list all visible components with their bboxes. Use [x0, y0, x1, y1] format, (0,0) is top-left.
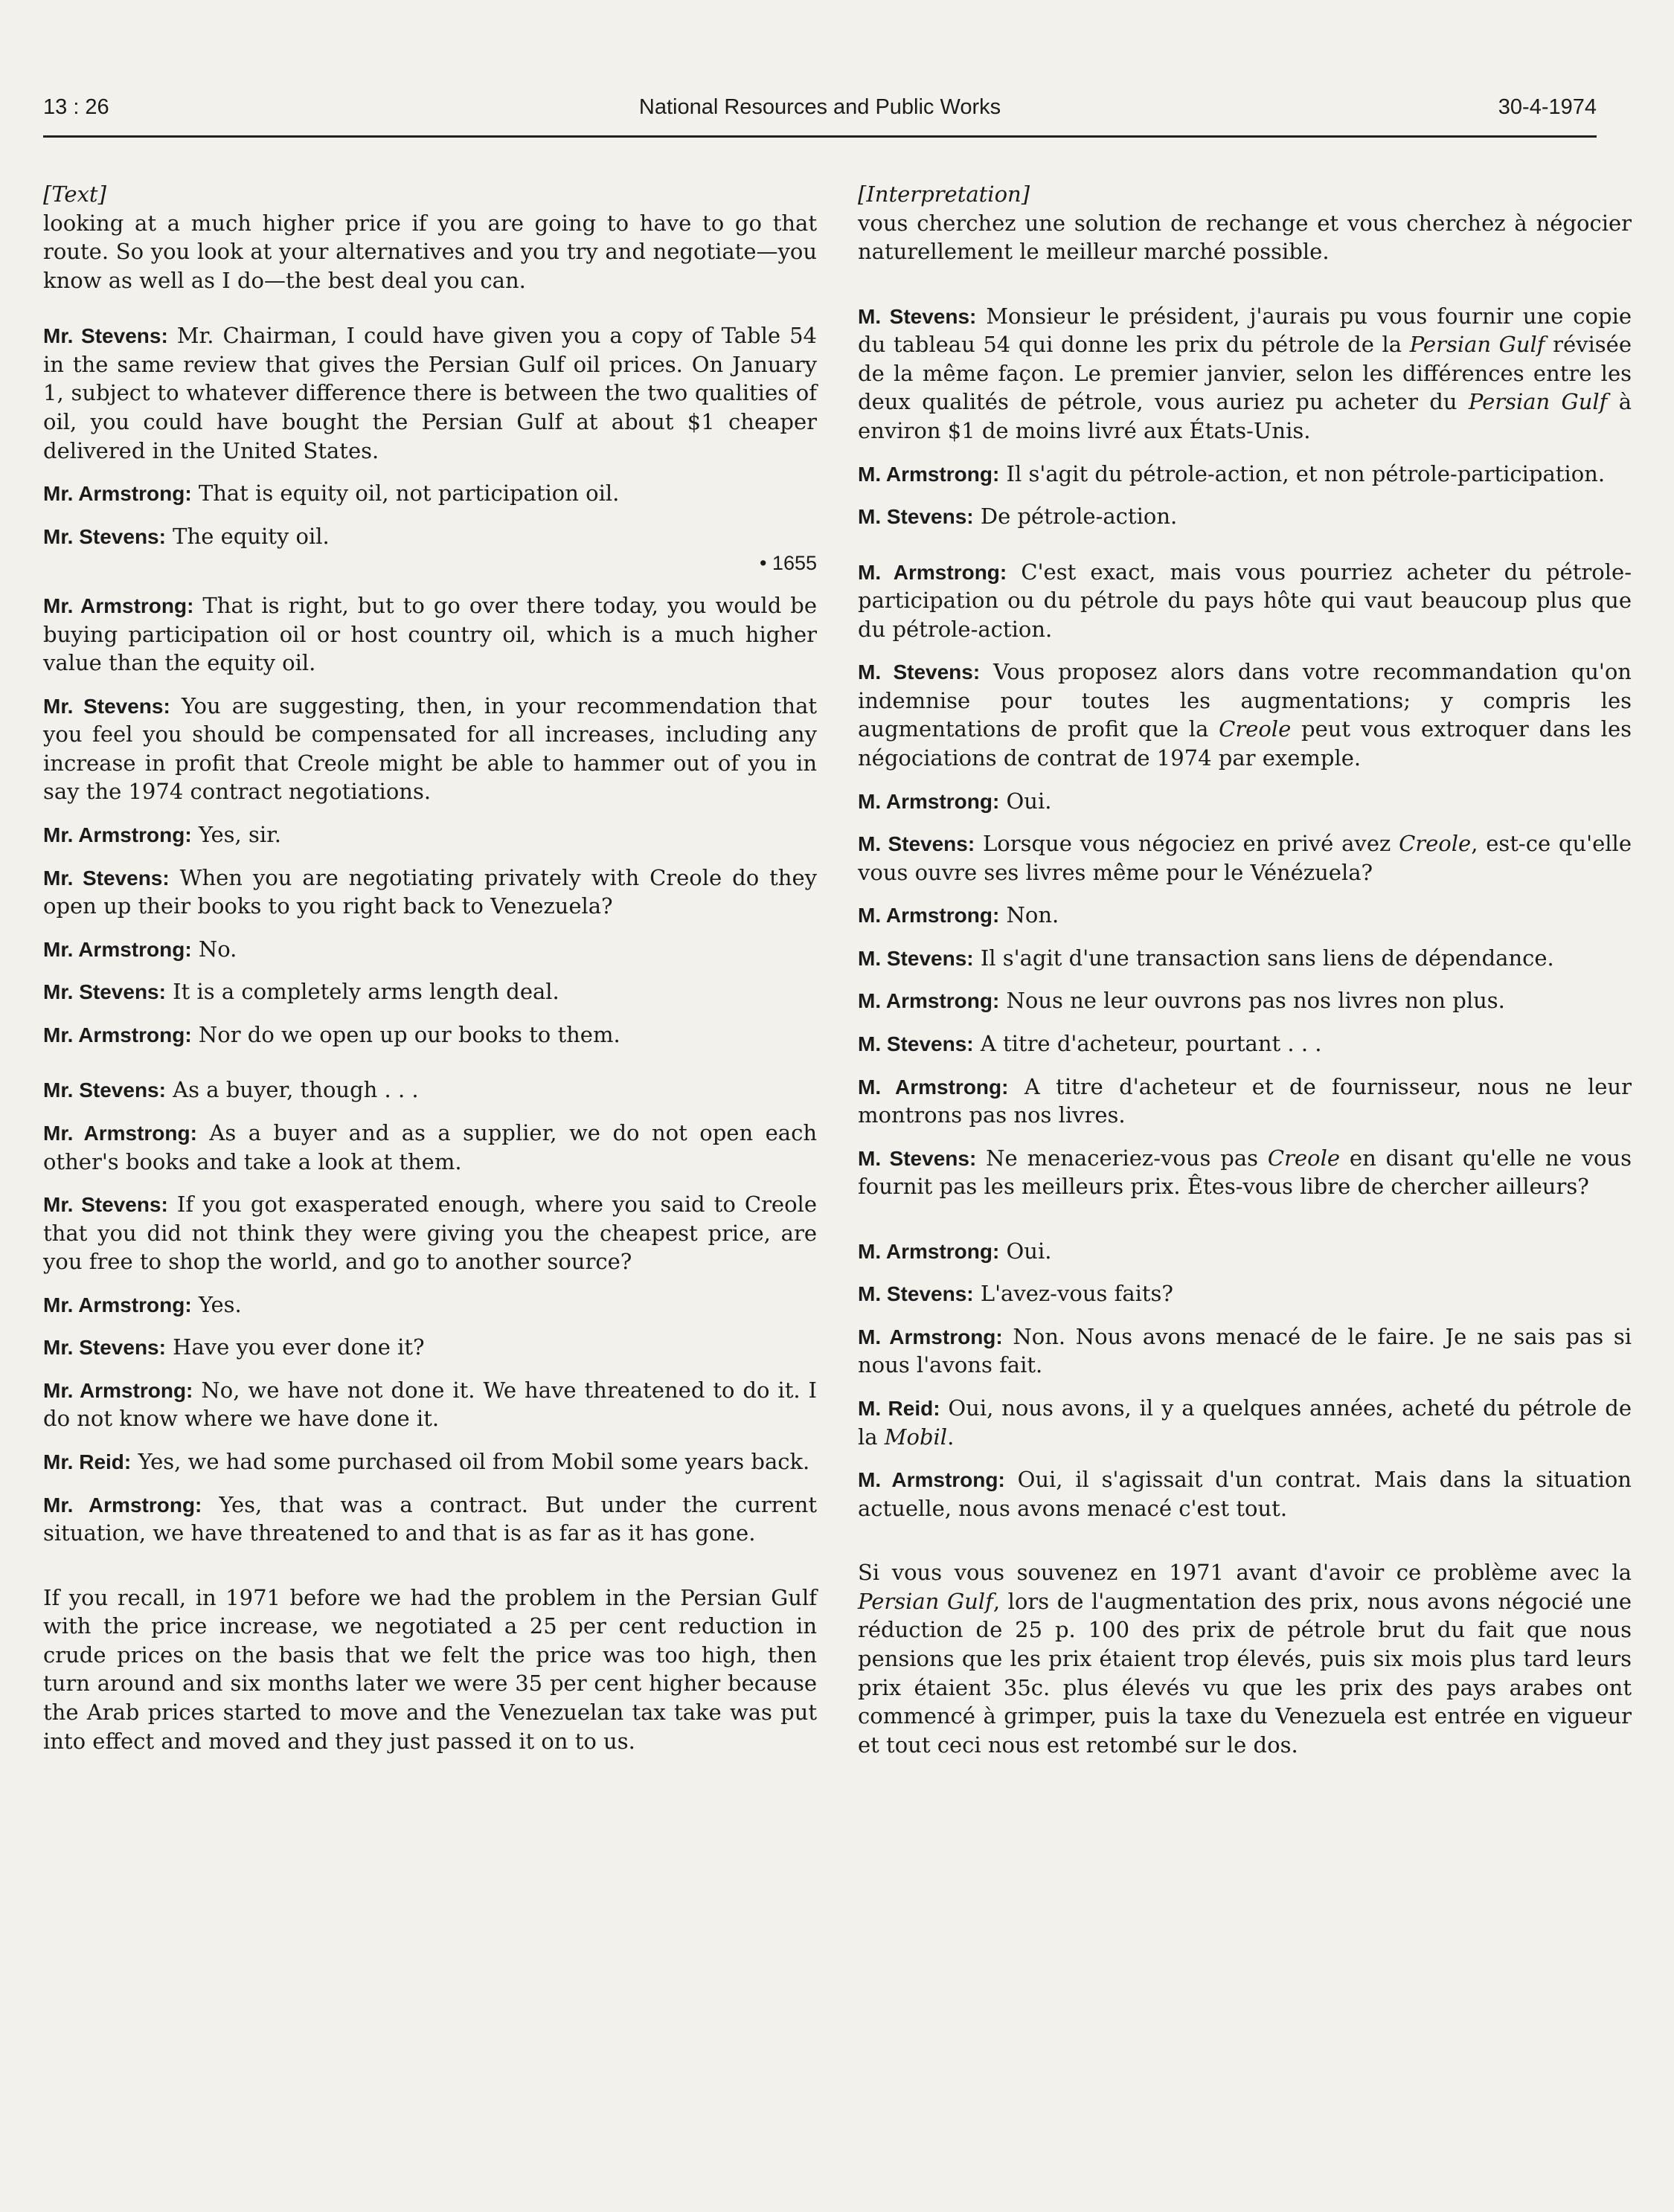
speaker: M. Stevens:	[858, 660, 981, 684]
paragraph: M. Armstrong: A titre d'acheteur et de fournisseur, nous ne leur montrons pas nos livres.	[858, 1073, 1632, 1128]
speaker: M. Stevens:	[858, 304, 977, 328]
speaker: Mr. Armstrong:	[43, 823, 192, 847]
paragraph: If you recall, in 1971 before we had the problem in the Persian Gulf with the price increase, we negotiated a 25 per cent reduction in crude prices on the basis that we felt the price was too high, then turn around and six months later we were 35 per cent higher because the Arab prices started to move and the Venezuelan tax take was put into effect and moved and they just passed it on to us.	[43, 1584, 817, 1754]
paragraph: Mr. Armstrong: Yes.	[43, 1291, 242, 1317]
paragraph: Mr. Armstrong: No, we have not done it. We have threatened to do it. I do not know where we have done it.	[43, 1377, 817, 1432]
paragraph: M. Stevens: Il s'agit d'une transaction sans liens de dépendance.	[858, 945, 1554, 971]
paragraph: M. Reid: Oui, nous avons, il y a quelques années, acheté du pétrole de la Mobil.	[858, 1395, 1632, 1450]
speaker: Mr. Stevens:	[43, 324, 168, 348]
paragraph: M. Stevens: A titre d'acheteur, pourtant . . .	[858, 1030, 1322, 1056]
speaker: M. Armstrong:	[858, 1468, 1005, 1492]
speaker: M. Armstrong:	[858, 560, 1007, 584]
speaker: M. Stevens:	[858, 1282, 974, 1306]
speaker: Mr. Stevens:	[43, 1078, 166, 1102]
paragraph: Mr. Armstrong: Nor do we open up our books to them.	[43, 1021, 620, 1047]
paragraph: M. Stevens: L'avez-vous faits?	[858, 1281, 1173, 1307]
speaker: M. Armstrong:	[858, 904, 1000, 927]
paragraph: Mr. Stevens: If you got exasperated enough, where you said to Creole that you did not think they were giving you the cheapest price, are you free to shop the world, and go to another source?	[43, 1192, 817, 1275]
paragraph: Mr. Armstrong: No.	[43, 936, 237, 962]
paragraph: Mr. Stevens: You are suggesting, then, in your recommendation that you feel you should be compensated for all increases, including any increase in profit that Creole might be able to hammer out of you in say the 1974 contract negotiations.	[43, 692, 818, 805]
paragraph: Mr. Armstrong: Yes, that was a contract. But under the current situation, we have threatened to and that is as far as it has gone.	[43, 1491, 817, 1546]
paragraph: M. Armstrong: Nous ne leur ouvrons pas nos livres non plus.	[858, 988, 1505, 1014]
speaker: M. Armstrong:	[858, 1325, 1003, 1348]
speaker: Mr. Armstrong:	[43, 594, 194, 618]
speaker: M. Stevens:	[858, 1032, 974, 1055]
paragraph: Mr. Stevens: The equity oil.	[43, 523, 330, 549]
speaker: Mr. Armstrong:	[43, 1121, 197, 1145]
page-header	[43, 91, 1597, 138]
french-column	[858, 180, 1632, 1773]
speaker: M. Reid:	[858, 1397, 940, 1420]
paragraph: Mr. Armstrong: That is equity oil, not participation oil.	[43, 480, 620, 507]
speaker: M. Stevens:	[858, 1146, 977, 1170]
paragraph: M. Armstrong: Oui, il s'agissait d'un contrat. Mais dans la situation actuelle, nous avons menacé c'est tout.	[858, 1467, 1632, 1521]
speaker: M. Armstrong:	[858, 1239, 1000, 1263]
page-date: 30-4-1974	[1498, 95, 1597, 119]
speaker: Mr. Armstrong:	[43, 1023, 192, 1046]
paragraph: M. Armstrong: Non.	[858, 902, 1059, 928]
paragraph: Mr. Armstrong: As a buyer and as a supplier, we do not open each other's books and take a look at them.	[43, 1119, 817, 1174]
paragraph: Mr. Reid: Yes, we had some purchased oil from Mobil some years back.	[43, 1449, 810, 1475]
paragraph: looking at a much higher price if you are going to have to go that route. So you look at your alternatives and you try and negotiate—you know as well as I do—the best deal you can.	[43, 210, 817, 293]
paragraph: M. Stevens: Vous proposez alors dans votre recommandation qu'on indemnise pour toutes les augmentations; y compris les augmentations de profit que la Creole peut vous extroquer dans les négociations de contrat de 1974 par exemple.	[858, 659, 1632, 771]
paragraph: Si vous vous souvenez en 1971 avant d'avoir ce problème avec la Persian Gulf, lors de l'augmentation des prix, nous avons négocié une réduction de 25 p. 100 des prix de pétrole brut du fait que nous pensions que les prix étaient trop élevés, puis six mois plus tard leurs prix étaient 35c. plus élevés vu que les prix des pays arabes ont commencé à grimper, puis la taxe du Venezuela est entrée en vigueur et tout ceci nous est retombé sur le dos.	[858, 1560, 1632, 1758]
paragraph: M. Stevens: Lorsque vous négociez en privé avez Creole, est-ce qu'elle vous ouvre ses livres même pour le Vénézuela?	[858, 831, 1632, 885]
time-marker: • 1655	[759, 552, 817, 575]
paragraph: M. Armstrong: Oui.	[858, 788, 1052, 814]
speaker: Mr. Stevens:	[43, 1336, 166, 1360]
speaker: Mr. Reid:	[43, 1450, 132, 1474]
speaker: M. Armstrong:	[858, 462, 1000, 486]
speaker: Mr. Stevens:	[43, 866, 170, 890]
paragraph: Mr. Stevens: As a buyer, though . . .	[43, 1077, 419, 1103]
speaker: Mr. Stevens:	[43, 524, 166, 548]
speaker: Mr. Armstrong:	[43, 937, 192, 961]
speaker: M. Stevens:	[858, 946, 974, 970]
speaker: M. Armstrong:	[858, 1075, 1009, 1099]
speaker: M. Stevens:	[858, 505, 974, 529]
paragraph: M. Armstrong: Non. Nous avons menacé de le faire. Je ne sais pas si nous l'avons fait.	[858, 1323, 1632, 1378]
page-number: 13 : 26	[43, 95, 109, 119]
paragraph: Mr. Armstrong: Yes, sir.	[43, 822, 282, 848]
paragraph: M. Stevens: De pétrole-action.	[858, 504, 1178, 530]
speaker: Mr. Stevens:	[43, 1193, 168, 1217]
text-label: [Text]	[43, 181, 106, 207]
paragraph: M. Stevens: Monsieur le président, j'aurais pu vous fournir une copie du tableau 54 qui donne les prix du pétrole de la Persian Gulf révisée de la même façon. Le premier janvier, selon les différences entre les deux qualités de pétrole, vous auriez pu acheter du Persian Gulf à environ $1 de moins livré aux États-Unis.	[858, 303, 1632, 443]
paragraph: vous cherchez une solution de rechange et vous cherchez à négocier naturellement le meilleur marché possible.	[858, 210, 1632, 265]
speaker: M. Armstrong:	[858, 989, 1000, 1013]
speaker: Mr. Stevens:	[43, 694, 170, 718]
speaker: Mr. Armstrong:	[43, 1378, 193, 1402]
paragraph: Mr. Stevens: When you are negotiating privately with Creole do they open up their books to you right back to Venezuela?	[43, 864, 818, 919]
speaker: Mr. Armstrong:	[43, 482, 192, 506]
speaker: Mr. Armstrong:	[43, 1293, 192, 1316]
paragraph: Mr. Stevens: It is a completely arms length deal.	[43, 979, 559, 1005]
speaker: M. Stevens:	[858, 832, 975, 856]
interpretation-label: [Interpretation]	[858, 181, 1030, 207]
english-column	[43, 180, 817, 1769]
paragraph: M. Stevens: Ne menaceriez-vous pas Creole en disant qu'elle ne vous fournit pas les meilleurs prix. Êtes-vous libre de chercher ailleurs?	[858, 1145, 1632, 1200]
paragraph: M. Armstrong: Il s'agit du pétrole-action, et non pétrole-participation.	[858, 460, 1606, 486]
running-title: National Resources and Public Works	[638, 95, 1001, 119]
paragraph: M. Armstrong: C'est exact, mais vous pourriez acheter du pétrole-participation ou du pétrole du pays hôte qui vaut beaucoup plus que du pétrole-action.	[858, 559, 1632, 642]
paragraph: Mr. Armstrong: That is right, but to go over there today, you would be buying participation oil or host country oil, which is a much higher value than the equity oil.	[43, 593, 817, 676]
speaker: M. Armstrong:	[858, 789, 1000, 813]
speaker: Mr. Armstrong:	[43, 1493, 202, 1517]
paragraph: M. Armstrong: Oui.	[858, 1238, 1052, 1264]
paragraph: Mr. Stevens: Have you ever done it?	[43, 1334, 425, 1360]
paragraph: Mr. Stevens: Mr. Chairman, I could have given you a copy of Table 54 in the same review that gives the Persian Gulf oil prices. On January 1, subject to whatever difference there is between the two qualities of oil, you could have bought the Persian Gulf at about $1 cheaper delivered in the United States.	[43, 323, 817, 463]
speaker: Mr. Stevens:	[43, 980, 166, 1004]
